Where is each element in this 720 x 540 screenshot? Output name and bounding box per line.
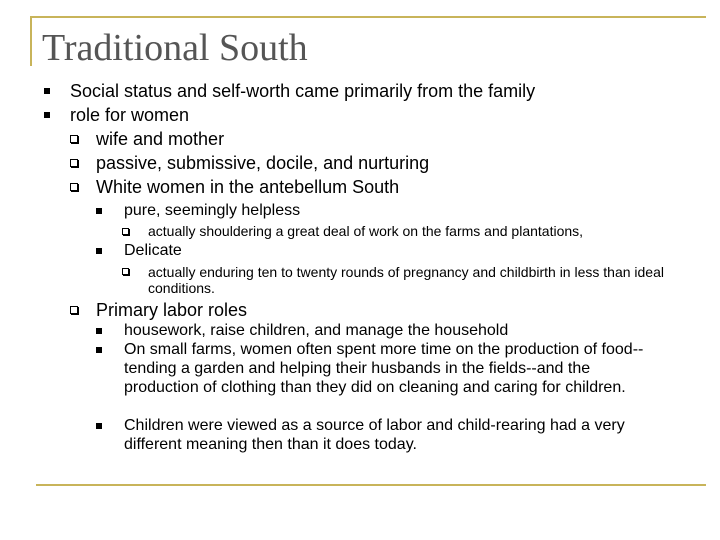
slide-title: Traditional South: [42, 27, 308, 69]
bullet-b2-4-1: housework, raise children, and manage the household: [124, 322, 509, 339]
bullet-box-icon: [70, 135, 78, 143]
bullet-b2-2: passive, submissive, docile, and nurturing: [96, 153, 430, 173]
bullet-square-icon: [96, 423, 102, 429]
top-rule: [30, 16, 706, 18]
bullet-box-icon: [70, 159, 78, 167]
bullet-b2-4: Primary labor roles: [96, 300, 248, 320]
bullet-square-icon: [44, 112, 50, 118]
bullet-b2-1: wife and mother: [96, 129, 225, 149]
bullet-b2-4-3: Children were viewed as a source of labor and child-rearing had a very different meaning then than it does today.: [124, 417, 625, 453]
bullet-box-icon: [122, 228, 129, 235]
bullet-b2-3-2: Delicate: [124, 242, 182, 259]
left-rule: [30, 16, 32, 66]
bullet-b2-3-1-1: actually shouldering a great deal of work on the farms and plantations,: [148, 223, 584, 239]
bullet-b1: Social status and self-worth came primarily from the family: [70, 81, 536, 101]
bullet-b2-3-2-1: actually enduring ten to twenty rounds of pregnancy and childbirth in less than ideal conditions.: [148, 264, 664, 296]
bullet-square-icon: [96, 347, 102, 353]
bullet-b2-4-2: On small farms, women often spent more time on the production of food--tending a garden and helping their husbands in the fields--and the production of clothing than they did on cleaning and caring for children.: [124, 341, 644, 396]
bullet-b2-3: White women in the antebellum South: [96, 177, 400, 197]
bullet-box-icon: [70, 183, 78, 191]
bullet-square-icon: [96, 328, 102, 334]
bullet-b2: role for women: [70, 105, 190, 125]
bullet-b2-3-1: pure, seemingly helpless: [124, 202, 301, 219]
bullet-square-icon: [96, 208, 102, 214]
bottom-rule: [36, 484, 706, 486]
bullet-square-icon: [96, 248, 102, 254]
bullet-box-icon: [122, 268, 129, 275]
bullet-square-icon: [44, 88, 50, 94]
bullet-box-icon: [70, 306, 78, 314]
